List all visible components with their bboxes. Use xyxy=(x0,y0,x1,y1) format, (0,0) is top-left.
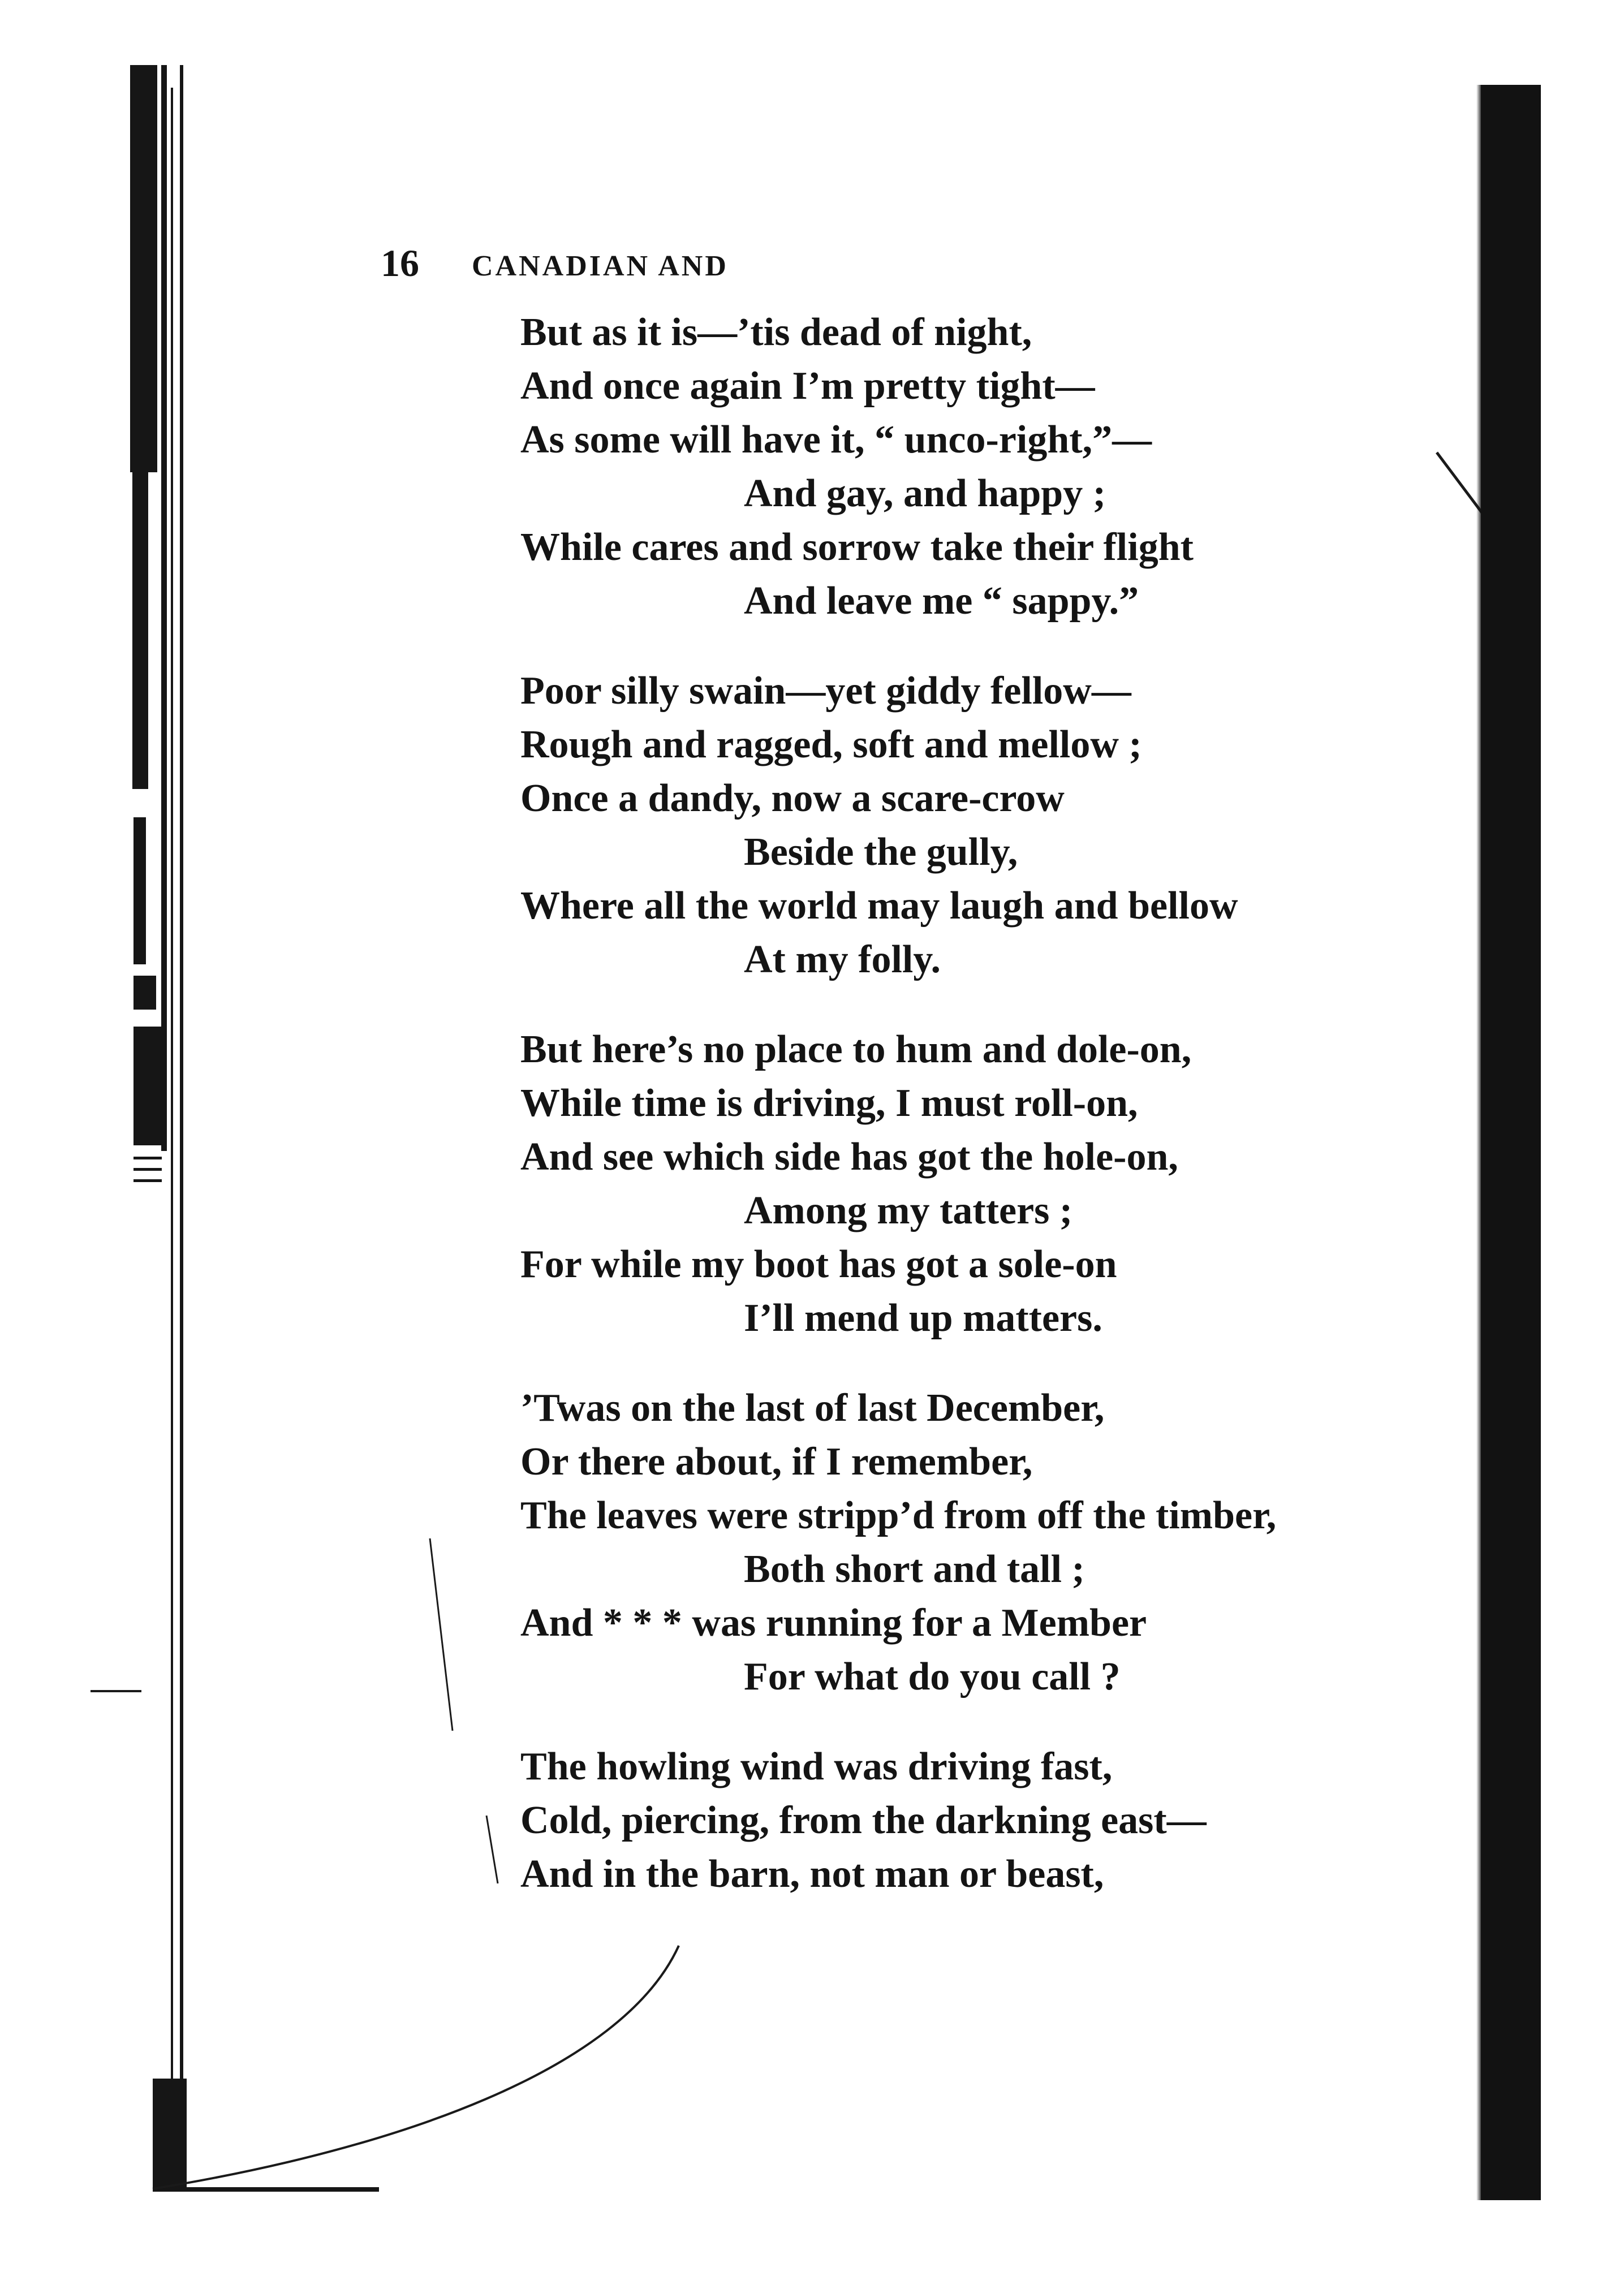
verse-line: And in the barn, not man or beast, xyxy=(520,1852,1104,1896)
verse-line: The howling wind was driving fast, xyxy=(520,1745,1113,1788)
verse-line: Among my tatters ; xyxy=(744,1189,1073,1232)
verse-line: The leaves were stripp’d from off the timber, xyxy=(520,1494,1277,1537)
verse-line: For while my boot has got a sole-on xyxy=(520,1243,1117,1286)
verse-line: And * * * was running for a Member xyxy=(520,1601,1147,1645)
verse-line: And see which side has got the hole-on, xyxy=(520,1135,1178,1179)
stanza xyxy=(520,1023,1454,1345)
stanza xyxy=(520,305,1454,628)
verse-line: Both short and tall ; xyxy=(744,1547,1085,1591)
verse-line: And once again I’m pretty tight— xyxy=(520,364,1095,408)
verse-line: Or there about, if I remember, xyxy=(520,1440,1033,1484)
verse-line: Cold, piercing, from the darkning east— xyxy=(520,1799,1207,1842)
poem-text xyxy=(520,305,1454,1901)
verse-line: And leave me “ sappy.” xyxy=(744,579,1139,623)
verse-line: Beside the gully, xyxy=(744,830,1018,874)
verse-line: Once a dandy, now a scare-crow xyxy=(520,777,1065,820)
verse-line: But as it is—’tis dead of night, xyxy=(520,311,1032,354)
verse-line: Rough and ragged, soft and mellow ; xyxy=(520,723,1142,766)
verse-line: Poor silly swain—yet giddy fellow— xyxy=(520,669,1131,713)
verse-line: Where all the world may laugh and bellow xyxy=(520,884,1238,928)
stanza xyxy=(520,1381,1454,1704)
page-number: 16 xyxy=(381,242,419,284)
verse-line: For what do you call ? xyxy=(744,1655,1121,1698)
verse-line: And gay, and happy ; xyxy=(744,472,1106,515)
verse-line: While time is driving, I must roll-on, xyxy=(520,1081,1138,1125)
page-header xyxy=(0,240,1624,286)
stanza xyxy=(520,1740,1454,1901)
verse-line: While cares and sorrow take their flight xyxy=(520,525,1194,569)
verse-line: ’Twas on the last of last December, xyxy=(520,1386,1105,1430)
stanza xyxy=(520,664,1454,986)
verse-line: As some will have it, “ unco-right,”— xyxy=(520,418,1152,462)
verse-line: But here’s no place to hum and dole-on, xyxy=(520,1028,1192,1071)
verse-line: At my folly. xyxy=(744,938,941,981)
verse-line: I’ll mend up matters. xyxy=(744,1296,1102,1340)
scan-edge-shadow xyxy=(1481,85,1541,2200)
running-head: CANADIAN AND xyxy=(472,250,729,282)
